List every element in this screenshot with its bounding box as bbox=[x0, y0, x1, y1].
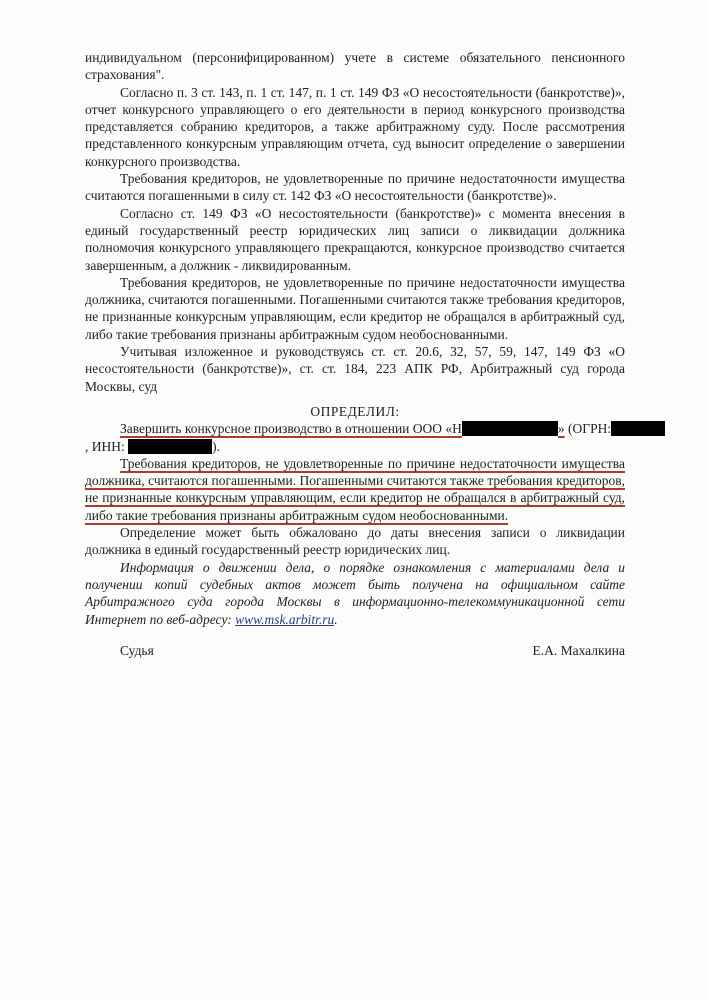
ruling-close-quote: » bbox=[557, 421, 565, 437]
paragraph-appeal-notice: Определение может быть обжаловано до даты внесения записи о ликвидации должника в единый государственный реестр юридических лиц. bbox=[85, 525, 625, 558]
paragraph-article-149-liquidation: Согласно ст. 149 ФЗ «О несостоятельности (банкротстве)» с момента внесения в единый государственный реестр юридических лиц записи о ликвидации должника полномочия конкурсного управляющего прекращаются, конкурсное производство считается завершенным, а должник - ликвидированным. bbox=[85, 205, 625, 273]
signature-row bbox=[85, 642, 625, 659]
paragraph-ruling-completion bbox=[85, 420, 625, 455]
paragraph-pension-insurance: индивидуальном (персонифицированном) учете в системе обязательного пенсионного страхования". bbox=[85, 50, 625, 83]
paragraph-claims-article-142: Требования кредиторов, не удовлетворенные по причине недостаточности имущества считаются погашенными в силу ст. 142 ФЗ «О несостоятельности (банкротстве)». bbox=[85, 171, 625, 204]
signature-role-label: Судья bbox=[120, 642, 154, 658]
paragraph-considering-statutes: Учитывая изложенное и руководствуясь ст. ст. 20.6, 32, 57, 59, 147, 149 ФЗ «О несостоятельности (банкротстве)», ст. ст. 184, 223 АПК РФ, Арбитражный суд города Москвы, суд bbox=[85, 344, 625, 394]
paragraph-article-143-report: Согласно п. 3 ст. 143, п. 1 ст. 147, п. 1 ст. 149 ФЗ «О несостоятельности (банкротстве)», отчет конкурсного управляющего о его деятельности в период конкурсного производства представляется собранию кредиторов, а также арбитражному суду. После рассмотрения представленного конкурсным управляющим отчета, суд выносит определение о завершении конкурсного производства. bbox=[85, 84, 625, 169]
redaction-bar-inn bbox=[128, 439, 212, 454]
court-website-link[interactable]: www.msk.arbitr.ru bbox=[235, 611, 335, 627]
paragraph-claims-extinguished: Требования кредиторов, не удовлетворенные по причине недостаточности имущества должника, считаются погашенными. Погашенными считаются также требования кредиторов, не признанные конкурсным управляющим, если кредитор не обращался в арбитражный суд, либо такие требования признаны арбитражным судом необоснованными. bbox=[85, 274, 625, 342]
inn-label: , ИНН: bbox=[85, 438, 129, 454]
heading-opredelil: ОПРЕДЕЛИЛ: bbox=[310, 403, 400, 419]
redaction-bar-ogrn bbox=[611, 421, 665, 436]
document-body bbox=[85, 49, 625, 659]
paragraph-ruling-claims-extinguished: Требования кредиторов, не удовлетворенные по причине недостаточности имущества должника, считаются погашенными. Погашенными считаются также требования кредиторов, не признанные конкурсным управляющим, если кредитор не обращался в арбитражный суд, либо такие требования признаны арбитражным судом необоснованными. bbox=[85, 455, 625, 523]
case-info-period: . bbox=[334, 611, 338, 627]
redaction-bar-company-name bbox=[462, 421, 558, 436]
case-info-text: Информация о движении дела, о порядке ознакомления с материалами дела и получении копий судебных актов может быть получена на официальном сайте Арбитражного суда города Москвы в информационно-телекоммуникационной сети Интернет по веб-адресу: bbox=[85, 559, 625, 627]
judge-name: Е.А. Махалкина bbox=[532, 642, 625, 658]
ruling-underlined-segment bbox=[120, 421, 565, 436]
ruling-text-start: Завершить конкурсное производство в отношении ООО «Н bbox=[120, 421, 462, 437]
ruling-tail: ). bbox=[212, 438, 220, 454]
ogrn-label: (ОГРН: bbox=[564, 421, 612, 437]
paragraph-case-info bbox=[85, 559, 625, 628]
